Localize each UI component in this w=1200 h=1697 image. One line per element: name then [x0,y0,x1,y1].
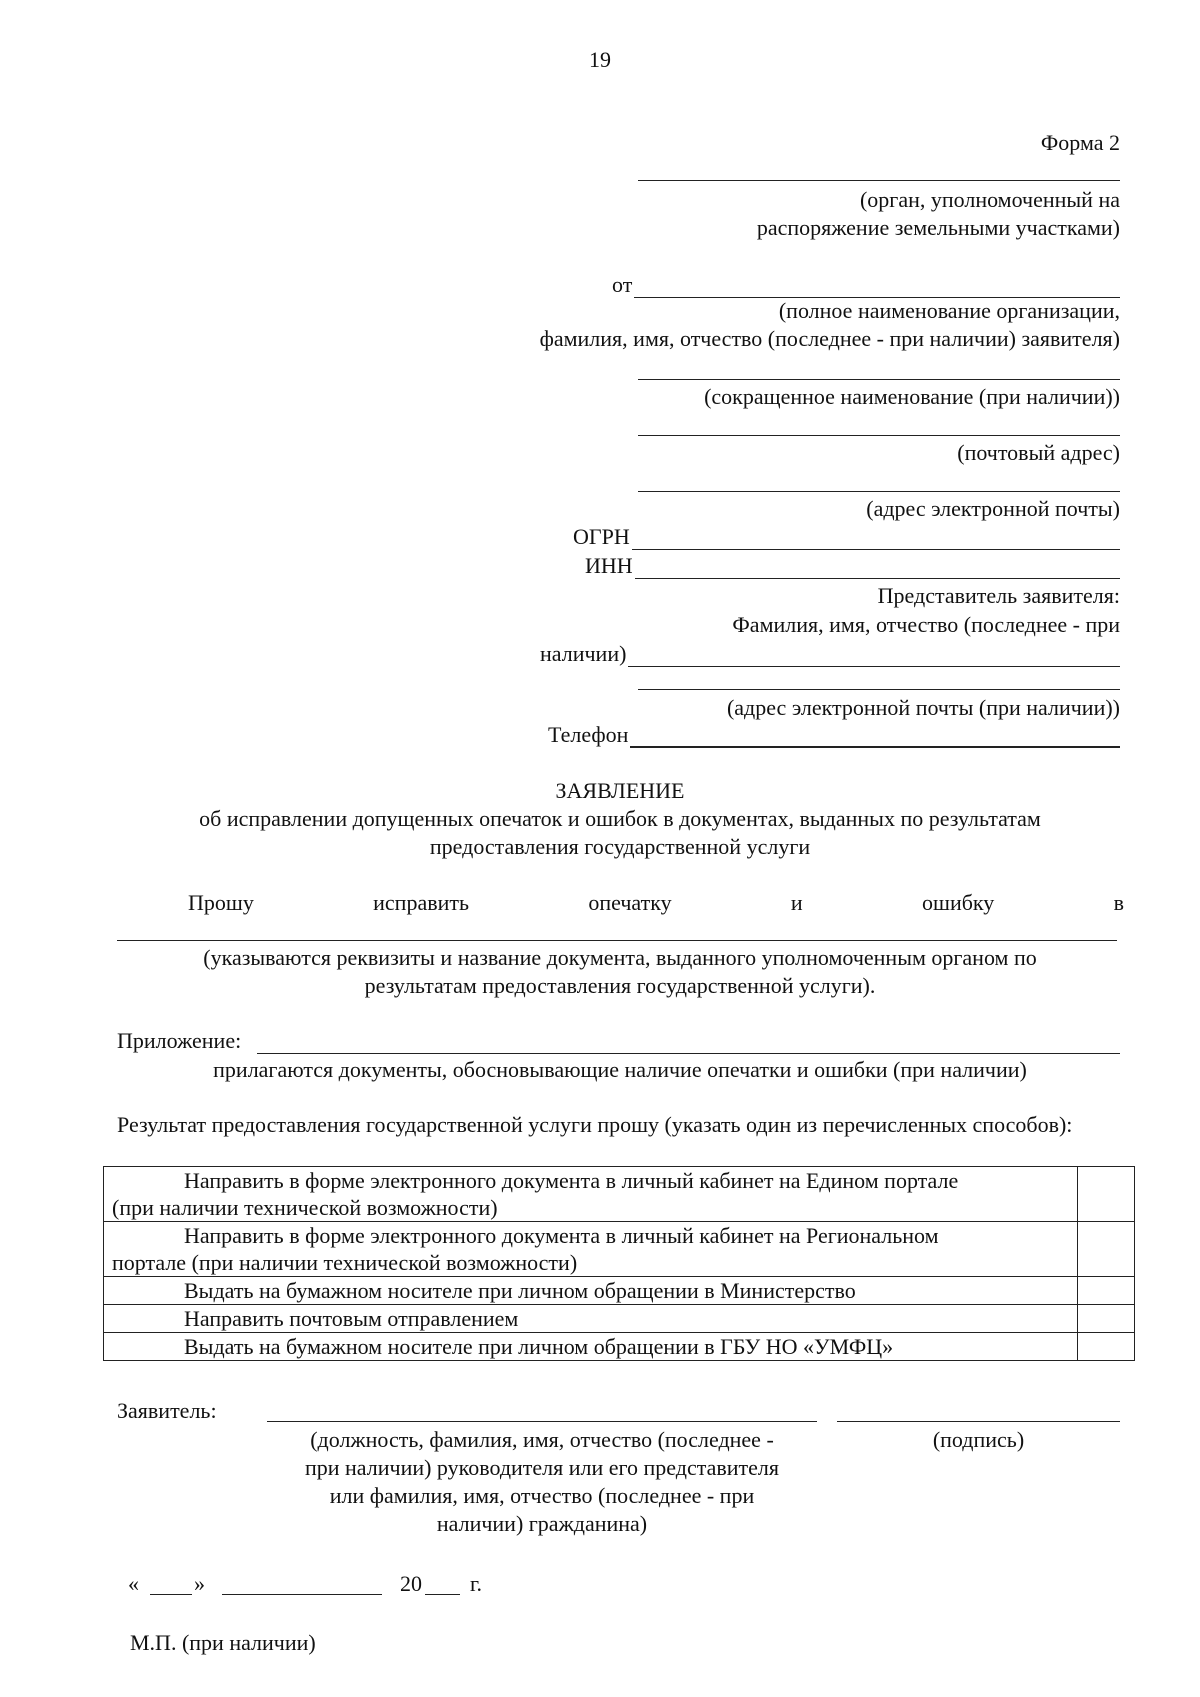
phone-row [548,722,1120,748]
organ-field[interactable] [638,180,1120,181]
attachment-row [117,1028,1120,1054]
inn-field[interactable] [635,558,1120,579]
method-row [104,1222,1135,1277]
request-word: опечатку [588,890,672,915]
ogrn-field[interactable] [632,529,1120,550]
method-row [104,1167,1135,1222]
request-word: исправить [373,890,470,915]
date-year-suffix: г. [470,1571,483,1596]
request-line [188,890,1124,916]
attachment-caption: прилагаются документы, обосновывающие наличие опечатки и ошибки (при наличии) [213,1057,1027,1082]
method-checkbox[interactable] [1078,1222,1135,1277]
short-name-field[interactable] [638,379,1120,380]
method-text: Направить почтовым отправлением [104,1305,1078,1333]
result-intro: Результат предоставления государственной услуги прошу (указать один из перечисленных способов): [117,1112,1073,1137]
signature-field[interactable] [837,1421,1120,1422]
method-text: Направить в форме электронного документа в личный кабинет на Региональном портале (при наличии технической возможности) [104,1222,1078,1277]
rep-email-field[interactable] [638,689,1120,690]
phone-label: Телефон [548,722,629,747]
method-row [104,1333,1135,1361]
method-checkbox[interactable] [1078,1277,1135,1305]
signature-caption: (подпись) [932,1427,1025,1452]
short-name-caption: (сокращенное наименование (при наличии)) [704,384,1120,409]
date-year-field[interactable] [425,1594,460,1595]
applicant-caption-1: (полное наименование организации, [778,298,1120,323]
rep-fio-2: наличии) [540,641,627,666]
position-caption-1: (должность, фамилия, имя, отчество (последнее - [310,1427,774,1452]
date-month-field[interactable] [222,1594,382,1595]
document-title: ЗАЯВЛЕНИЕ [555,778,685,803]
date-day-field[interactable] [150,1594,192,1595]
rep-fio-row [540,641,1120,667]
request-caption-2: результатам предоставления государственной услуги). [364,973,876,998]
method-text: Выдать на бумажном носителе при личном обращении в Министерство [104,1277,1078,1305]
rep-fio-1: Фамилия, имя, отчество (последнее - при [732,612,1120,637]
method-text: Направить в форме электронного документа в личный кабинет на Едином портале (при наличии технической возможности) [104,1167,1078,1222]
request-word: ошибку [922,890,995,915]
method-checkbox[interactable] [1078,1167,1135,1222]
page-number: 19 [589,47,611,72]
method-row [104,1277,1135,1305]
ogrn-label: ОГРН [573,524,630,549]
method-row [104,1305,1135,1333]
date-close-quote: » [194,1571,205,1596]
attachment-field[interactable] [257,1033,1120,1054]
phone-field[interactable] [630,726,1120,748]
document-subtitle-1: об исправлении допущенных опечаток и ошибок в документах, выданных по результатам [199,806,1041,831]
inn-label: ИНН [585,553,633,578]
from-field[interactable] [634,277,1120,298]
organ-caption-2: распоряжение земельными участками) [756,215,1120,240]
method-checkbox[interactable] [1078,1305,1135,1333]
form-label: Форма 2 [1040,130,1120,155]
ogrn-row [573,524,1120,550]
method-checkbox[interactable] [1078,1333,1135,1361]
stamp-label: М.П. (при наличии) [130,1630,316,1655]
request-word: в [1113,890,1124,915]
inn-row [585,553,1120,579]
applicant-caption-2: фамилия, имя, отчество (последнее - при наличии) заявителя) [539,326,1120,351]
request-word: и [790,890,803,915]
date-open-quote: « [128,1571,139,1596]
applicant-position-field[interactable] [267,1421,817,1422]
document-subtitle-2: предоставления государственной услуги [429,834,811,859]
rep-fio-field[interactable] [628,646,1120,667]
organ-caption-1: (орган, уполномоченный на [859,187,1120,212]
date-year-prefix: 20 [400,1571,422,1596]
representative-label: Представитель заявителя: [877,583,1120,608]
email-field[interactable] [638,491,1120,492]
position-caption-4: наличии) гражданина) [436,1511,648,1536]
method-text: Выдать на бумажном носителе при личном обращении в ГБУ НО «УМФЦ» [104,1333,1078,1361]
position-caption-2: при наличии) руководителя или его представителя [304,1455,780,1480]
from-row [612,272,1120,298]
applicant-label: Заявитель: [117,1398,217,1423]
postal-field[interactable] [638,435,1120,436]
delivery-methods-table [103,1166,1135,1361]
email-caption: (адрес электронной почты) [866,496,1120,521]
from-label: от [612,272,633,297]
request-word: Прошу [188,890,254,915]
attachment-label: Приложение: [117,1028,242,1053]
request-field[interactable] [117,940,1117,941]
request-caption-1: (указываются реквизиты и название документа, выданного уполномоченным органом по [203,945,1037,970]
rep-email-caption: (адрес электронной почты (при наличии)) [726,695,1120,720]
position-caption-3: или фамилия, имя, отчество (последнее - при [329,1483,755,1508]
postal-caption: (почтовый адрес) [957,440,1120,465]
